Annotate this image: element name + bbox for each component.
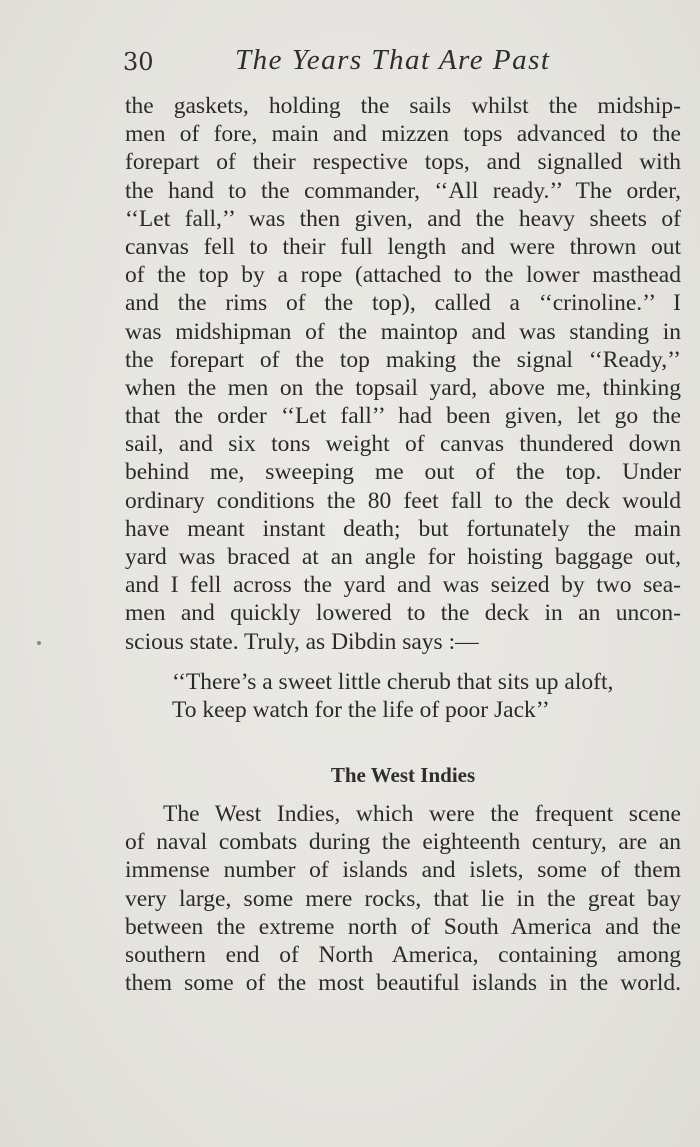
text-line: was midshipman of the maintop and was standing in (125, 318, 681, 345)
text-line: and the rims of the top), called a ‘‘crinoline.’’ I (125, 290, 681, 317)
text-line: The West Indies, which were the frequent scene (163, 801, 681, 827)
text-line: men of fore, main and mizzen tops advanced to the (125, 121, 681, 148)
text-line: of the top by a rope (attached to the lower masthead (125, 262, 681, 289)
text-line: behind me, sweeping me out of the top. Under (125, 459, 681, 486)
text-line: ‘‘Let fall,’’ was then given, and the heavy sheets of (125, 205, 681, 232)
section-paragraph (125, 800, 681, 997)
text-line: when the men on the topsail yard, above me, thinking (125, 374, 681, 401)
verse-line: ‘‘There’s a sweet little cherub that sits up aloft, (172, 669, 614, 695)
page-number: 30 (123, 48, 154, 76)
text-line: men and quickly lowered to the deck in an uncon- (125, 600, 681, 627)
text-line: them some of the most beautiful islands in the world. (125, 970, 681, 997)
text-line: forepart of their respective tops, and signalled with (125, 149, 681, 176)
verse-line: To keep watch for the life of poor Jack’’ (172, 697, 550, 724)
text-line: the gaskets, holding the sails whilst the midship- (125, 93, 681, 119)
running-title: The Years That Are Past (235, 44, 551, 76)
text-line: very large, some mere rocks, that lie in the great bay (125, 885, 681, 912)
text-line: canvas fell to their full length and were thrown out (125, 233, 681, 260)
text-line: between the extreme north of South America and the (125, 913, 681, 940)
paragraph (125, 92, 681, 656)
text-line: that the order ‘‘Let fall’’ had been given, let go the (125, 403, 681, 430)
text-line: the hand to the commander, ‘‘All ready.’’ The order, (125, 177, 681, 204)
text-line: yard was braced at an angle for hoisting baggage out, (125, 544, 681, 570)
text-line: have meant instant death; but fortunately the main (125, 515, 681, 542)
text-line: and I fell across the yard and was seized by two sea- (125, 572, 681, 599)
section-heading: The West Indies (330, 763, 476, 787)
text-line: scious state. Truly, as Dibdin says :— (125, 628, 479, 655)
text-line: sail, and six tons weight of canvas thundered down (125, 431, 681, 458)
verse-quote (172, 668, 684, 724)
text-line: of naval combats during the eighteenth century, are an (125, 829, 681, 856)
text-line: ordinary conditions the 80 feet fall to the deck would (125, 487, 681, 514)
text-line: immense number of islands and islets, some of them (125, 857, 681, 884)
page-header (123, 44, 683, 78)
text-line: southern end of North America, containing among (125, 941, 681, 968)
margin-speck (37, 641, 41, 645)
text-line: the forepart of the top making the signal ‘‘Ready,’’ (125, 346, 681, 373)
